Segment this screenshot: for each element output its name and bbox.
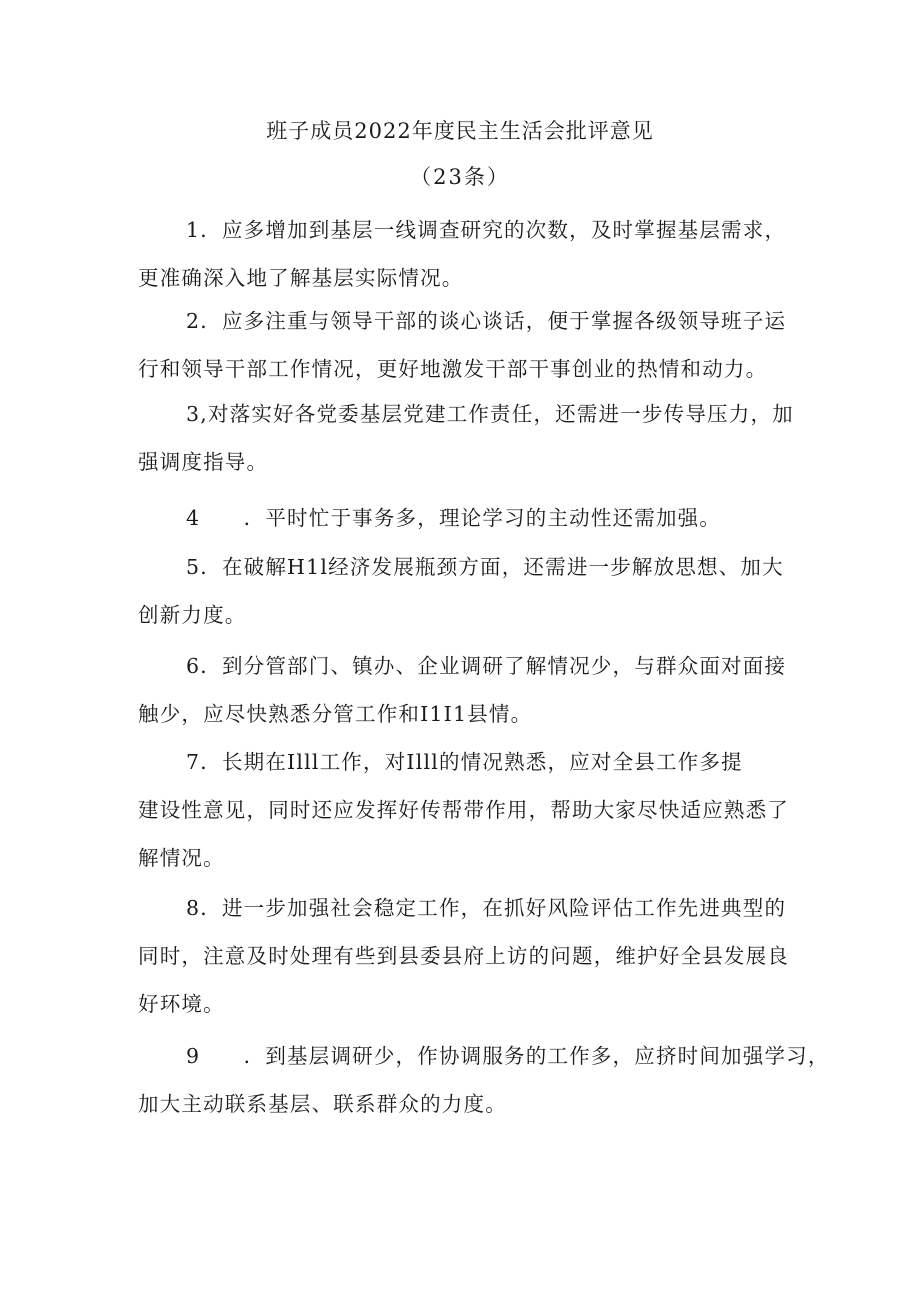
item-line: 6．到分管部门、镇办、企业调研了解情况少，与群众面对面接 [186, 654, 787, 678]
opinion-item-2 [138, 297, 798, 393]
opinion-item-9 [138, 1032, 830, 1128]
opinion-item-8 [138, 884, 798, 1028]
item-line: 行和领导干部工作情况，更好地激发干部干事创业的热情和动力。 [138, 357, 768, 381]
opinion-item-5 [138, 543, 798, 639]
item-line: 3,对落实好各党委基层党建工作责任，还需进一步传导压力，加 [186, 402, 794, 426]
opinion-item-1 [138, 206, 798, 302]
item-line: 7．长期在Illl工作，对Illl的情况熟悉，应对全县工作多提 [186, 750, 743, 774]
document-title: 班子成员2022年度民主生活会批评意见 [266, 119, 654, 143]
opinion-item-3 [138, 390, 798, 486]
item-line: 9 ．到基层调研少，作协调服务的工作多，应挤时间加强学习， [186, 1044, 830, 1068]
opinion-item-6 [138, 642, 798, 738]
opinion-item-7 [138, 738, 798, 882]
item-line: 解情况。 [138, 846, 225, 870]
document-subtitle: （23条） [410, 165, 510, 189]
item-line: 2．应多注重与领导干部的谈心谈话，便于掌握各级领导班子运 [186, 309, 787, 333]
item-line: 建设性意见，同时还应发挥好传帮带作用，帮助大家尽快适应熟悉了 [138, 798, 789, 822]
item-line: 8．进一步加强社会稳定工作，在抓好风险评估工作先进典型的 [186, 896, 787, 920]
item-line: 强调度指导。 [138, 450, 269, 474]
item-line: 加大主动联系基层、联系群众的力度。 [138, 1092, 507, 1116]
item-line: 同时，注意及时处理有些到县委县府上访的问题，维护好全县发展良 [138, 944, 789, 968]
item-line: 好环境。 [138, 992, 225, 1016]
item-line: 创新力度。 [138, 603, 247, 627]
opinion-item-4 [138, 494, 798, 542]
item-line: 1．应多增加到基层一线调查研究的次数，及时掌握基层需求， [186, 218, 787, 242]
item-line: 更准确深入地了解基层实际情况。 [138, 266, 464, 290]
item-line: 4 ．平时忙于事务多，理论学习的主动性还需加强。 [186, 506, 722, 530]
item-line: 触少，应尽快熟悉分管工作和I1I1县情。 [138, 702, 533, 726]
item-line: 5．在破解H1l经济发展瓶颈方面，还需进一步解放思想、加大 [186, 555, 784, 579]
